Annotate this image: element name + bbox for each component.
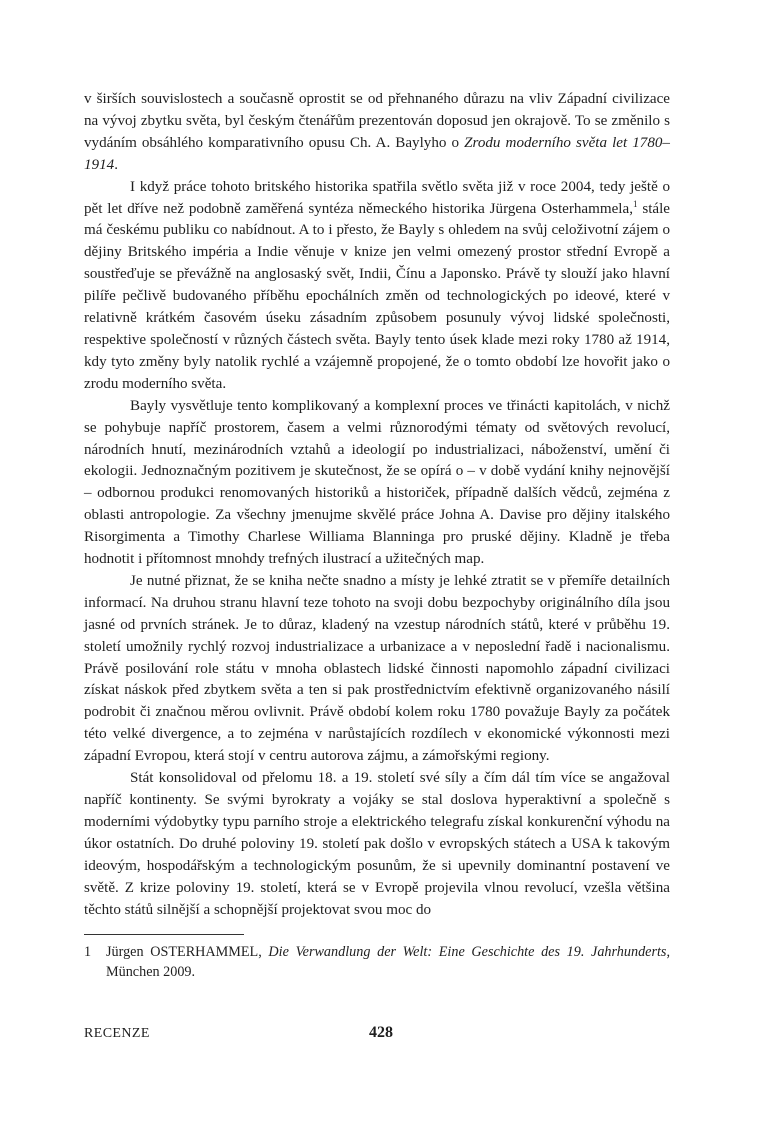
text-run: Jürgen OSTERHAMMEL,	[106, 944, 269, 960]
paragraph	[84, 89, 670, 177]
text-run: , München 2009.	[106, 944, 670, 980]
footnote-number: 1	[84, 944, 92, 960]
footnote-separator	[84, 934, 244, 935]
paragraph	[84, 768, 670, 921]
text-run: Je nutné přiznat, že se kniha nečte snadno a místy je lehké ztratit se v přemíře detailních informací. Na druhou stranu hlavní teze tohoto na svoji dobu bezpochyby originálního díla jsou jasné od prvních stránek. Je to důraz, kladený na vzestup národních států, které v průběhu 19. století umožnily rychlý rozvoj industrializace a urbanizace a v neposlední řadě i nacionalismu. Právě posilování role státu v mnoha oblastech lidské činnosti napomohlo západní civilizaci získat náskok před zbytkem světa a ten si pak prostřednictvím efektivně organizovaného násilí podrobit či značnou měrou ovlivnit. Právě období kolem roku 1780 považuje Bayly za počátek této velké divergence, a to zejména v narůstajících rozdílech v ekonomické výkonnosti mezi západní Evropou, která stojí v centru autorova zájmu, a zámořskými regiony.	[84, 572, 670, 765]
italic-title: Die Verwandlung der Welt: Eine Geschichte des 19. Jahrhunderts	[268, 944, 667, 960]
text-run: Bayly vysvětluje tento komplikovaný a komplexní proces ve třinácti kapitolách, v nichž se pohybuje napříč prostorem, časem a velmi různorodými tématy od světových revolucí, národních hnutí, mezinárodních vztahů a ideologií po industrializaci, náboženství, umění či ekologii. Jednoznačným pozitivem je skutečnost, že se opírá o – v době vydání knihy nejnovější – odbornou produkci renomovaných historiků a historiček, případně dalších vědců, zejména z oblasti antropologie. Za všechny jmenujme skvělé práce Johna A. Davise pro dějiny italského Risorgimenta a Timothy Charlese Williama Blanninga pro pruské dějiny. Kladně je třeba hodnotit i přítomnost mnohdy trefných ilustrací a užitečných map.	[84, 397, 670, 568]
text-run: I když práce tohoto britského historika spatřila světlo světa již v roce 2004, tedy ještě o pět let dříve než podobně zaměřená syntéza německého historika Jürgena Osterhammela,	[84, 178, 670, 217]
footnote	[84, 943, 670, 982]
footnote-text	[106, 943, 670, 982]
text-run: v širších souvislostech a současně oprostit se od přehnaného důrazu na vliv Západní civilizace na vývoj zbytku světa, byl českým čtenářům prezentován doposud jen okrajově. To se změnilo s vydáním obsáhlého komparativního opusu Ch. A. Baylyho o	[84, 91, 670, 151]
paragraph	[84, 571, 670, 768]
text-run: .	[114, 156, 118, 173]
section-label: RECENZE	[84, 1026, 150, 1041]
paragraph	[84, 177, 670, 396]
paragraph	[84, 396, 670, 571]
page-number: 428	[369, 1024, 393, 1041]
article-body	[84, 89, 670, 921]
text-run: Stát konsolidoval od přelomu 18. a 19. století své síly a čím dál tím více se angažoval napříč kontinenty. Se svými byrokraty a vojáky se stal doslova hyperaktivní a společně s moderními výdobytky typu parního stroje a elektrického telegrafu získal konkurenční výhodu na úkor ostatních. Do druhé poloviny 19. století pak došlo v evropských státech a USA k takovým ideovým, hospodářským a technologickým posunům, že si upevnily dominantní postavení ve světě. Z krize poloviny 19. století, která se v Evropě projevila vlnou revolucí, vzešla většina těchto států silnější a schopnější projektovat svou moc do	[84, 770, 670, 918]
footnote-reference: 1	[632, 198, 638, 209]
text-run: stále má českému publiku co nabídnout. A to i přesto, že Bayly s ohledem na svůj celoživotní zájem o dějiny Britského impéria a Indie věnuje v knize jen velmi omezený prostor střední Evropě a soustřeďuje se převážně na anglosaský svět, Indii, Čínu a Japonsko. Právě ty slouží jako hlavní pilíře pečlivě budovaného příběhu epochálních změn od technologických po ideové, které v relativně krátkém časovém úseku zásadním způsobem posunuly vývoj lidské společnosti, respektive společností v různých částech světa. Bayly tento úsek klade mezi roky 1780 až 1914, kdy tyto změny byly natolik rychlé a vzájemně propojené, že o tomto období lze hovořit jako o zrodu moderního světa.	[84, 200, 670, 392]
italic-title: Zrodu moderního světa let 1780–1914	[84, 134, 670, 173]
